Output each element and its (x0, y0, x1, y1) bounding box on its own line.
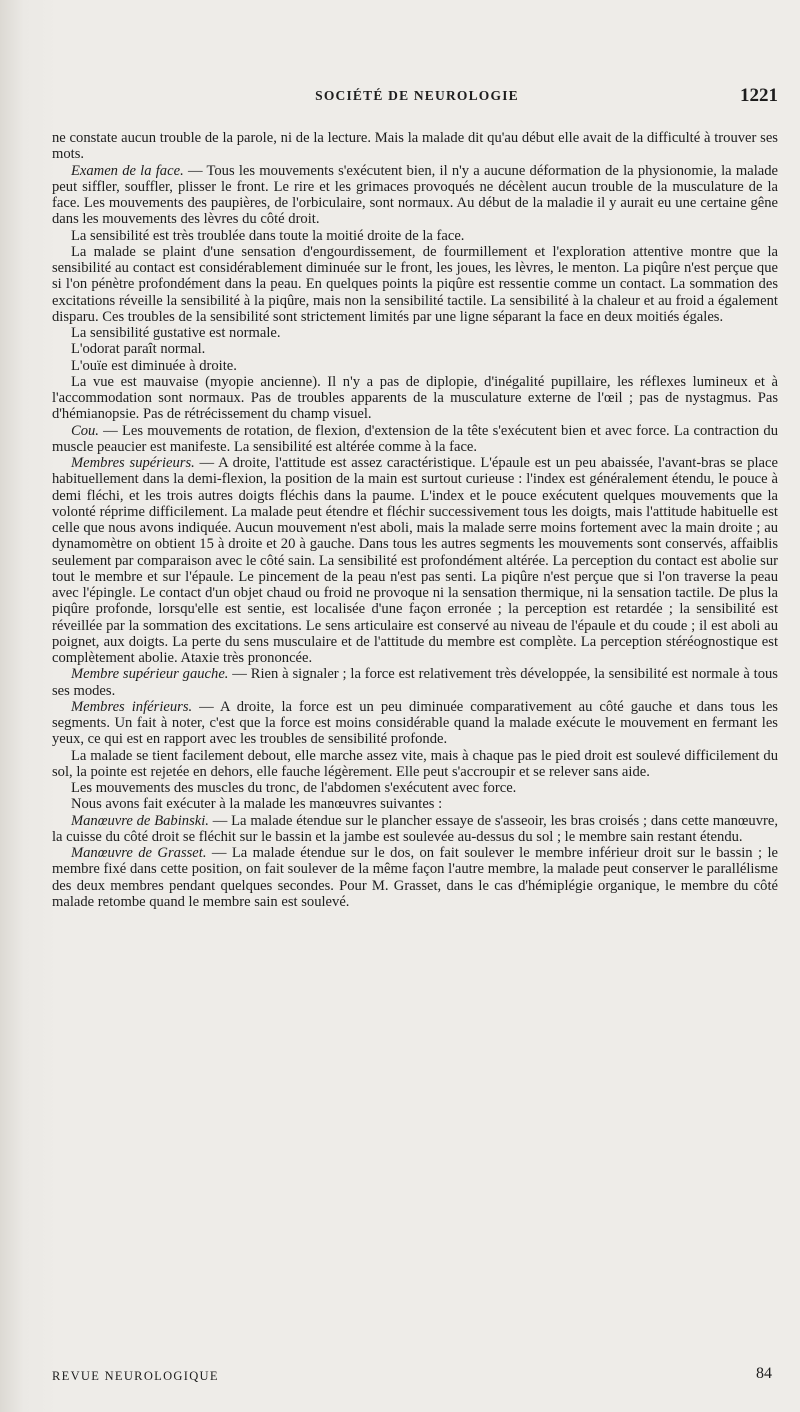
sheet-signature: 84 (756, 1365, 772, 1382)
paragraph-title: Manœuvre de Grasset. (70, 845, 207, 861)
paragraph (52, 325, 778, 341)
paragraph-text: — A droite, la force est un peu diminuée comparativement au côté gauche et dans tous les segments. Un fait à noter, c'est que la force est moins considérable quand la malade exécute le mouvement en fermant les yeux, ce qui est en rapport avec les troubles de sensibilité profonde. (52, 698, 778, 748)
paragraph-text: La sensibilité est très troublée dans toute la moitié droite de la face. (70, 227, 465, 244)
paragraph-text: — Tous les mouvements s'exécutent bien, il n'y a aucune déformation de la physionomie, la malade peut siffler, souffler, plisser le front. Le rire et les grimaces provoqués ne décèlent aucun trouble de la musculature de la face. Les mouvements des paupières, de l'orbiculaire, sont normaux. Au début de la maladie il y aurait eu une certaine gêne dans les mouvements des lèvres du côté droit. (52, 162, 778, 228)
paragraph-text: ne constate aucun trouble de la parole, ni de la lecture. Mais la malade dit qu'au début elle avait de la difficulté à trouver ses mots. (52, 130, 778, 163)
paragraph (52, 341, 778, 357)
paragraph (52, 699, 778, 748)
paragraph-title: Membres supérieurs. (70, 455, 195, 471)
paragraph-title: Manœuvre de Babinski. (70, 812, 209, 829)
page-footer (52, 1365, 772, 1385)
paragraph (52, 423, 778, 456)
paragraph-text: L'ouïe est diminuée à droite. (70, 357, 237, 374)
paragraph (52, 813, 778, 846)
paragraph (52, 130, 778, 163)
paragraph (52, 374, 778, 423)
paragraph-text: La malade se tient facilement debout, elle marche assez vite, mais à chaque pas le pied droit est soulevé difficilement du sol, la pointe est rejetée en dehors, elle fauche légèrement. Elle peut s'accroupir et se relever sans aide. (52, 747, 778, 780)
journal-name: REVUE NEUROLOGIQUE (52, 1369, 219, 1383)
paragraph-title: Examen de la face. (70, 162, 184, 179)
paragraph-text: Nous avons fait exécuter à la malade les manœuvres suivantes : (70, 796, 443, 813)
paragraph-text: — La malade étendue sur le plancher essaye de s'asseoir, les bras croisés ; dans cette manœuvre, la cuisse du côté droit se fléchit sur le bassin et la jambe est soulevée au-dessus du sol ; le membre sain restant étendu. (52, 812, 778, 845)
paragraph (52, 666, 778, 699)
paragraph (52, 455, 778, 666)
paragraph-title: Membre supérieur gauche. (70, 666, 229, 683)
running-head: SOCIÉTÉ DE NEUROLOGIE (315, 88, 519, 103)
paragraph-text: La sensibilité gustative est normale. (70, 325, 281, 341)
body-text (52, 130, 778, 910)
paragraph-title: Membres inférieurs. (70, 698, 193, 715)
page-number: 1221 (740, 85, 778, 106)
paragraph (52, 244, 778, 325)
paragraph (52, 780, 778, 796)
paragraph (52, 796, 778, 812)
paragraph-text: — La malade étendue sur le dos, on fait soulever le membre inférieur droit sur le bassin ; le membre fixé dans cette position, on fait soulever de la même façon l'autre membre, la malade peut conserver le parallélisme des deux membres pendant quelques secondes. Pour M. Grasset, dans le cas d'hémiplégie organique, le membre du côté malade retombe quand le membre sain est soulevé. (52, 845, 778, 910)
paragraph (52, 163, 778, 228)
paragraph-text: Les mouvements des muscles du tronc, de l'abdomen s'exécutent avec force. (70, 780, 517, 796)
paragraph (52, 748, 778, 781)
paragraph-title: Cou. (70, 422, 99, 439)
page-header (52, 85, 782, 110)
paragraph (52, 228, 778, 244)
paragraph-text: — Les mouvements de rotation, de flexion, d'extension de la tête s'exécutent bien et avec force. La contraction du muscle peaucier est manifeste. La sensibilité est altérée comme à la face. (52, 422, 778, 455)
paragraph-text: — A droite, l'attitude est assez caractéristique. L'épaule est un peu abaissée, l'avant-bras se place habituellement dans la demi-flexion, la position de la main est surtout curieuse : l'index est généralement étendu, le pouce à demi fléchi, et les trois autres doigts fléchis dans la paume. L'index et le pouce exécutent quelques mouvements que la volonté réprime difficilement. La malade peut étendre et fléchir successivement tous les doigts, mais l'attitude habituelle est celle que nous avons indiquée. Aucun mouvement n'est aboli, mais la malade serre moins fortement avec la main droite ; au dynamomètre on obtient 15 à droite et 20 à gauche. Dans tous les autres segments les mouvements sont conservés, affaiblis seulement par comparaison avec le côté sain. La sensibilité est profondément altérée. La perception du contact est abolie sur tout le membre et sur l'épaule. Le pincement de la peau n'est pas senti. La piqûre n'est perçue que si l'on traverse la peau avec l'épingle. Le contact d'un objet chaud ou froid ne provoque ni la sensation thermique, ni la sensation tactile. De plus la piqûre profonde, lorsqu'elle est sentie, est localisée d'une façon erronée ; la perception est retardée ; la sensibilité est réveillée par la sommation des excitations. Le sens articulaire est conservé au niveau de l'épaule et du coude ; il est aboli au poignet, aux doigts. La perte du sens musculaire et de l'attitude du membre est complète. La perception stéréognostique est complètement abolie. Ataxie très prononcée. (52, 455, 778, 666)
paragraph-text: — Rien à signaler ; la force est relativement très développée, la sensibilité est normale à tous ses modes. (52, 666, 778, 699)
paragraph (52, 358, 778, 374)
paragraph (52, 845, 778, 910)
paragraph-text: L'odorat paraît normal. (70, 341, 206, 358)
paragraph-text: La malade se plaint d'une sensation d'engourdissement, de fourmillement et l'exploration attentive montre que la sensibilité au contact est considérablement diminuée sur le front, les joues, les lèvres, le menton. La piqûre n'est perçue que si l'on pénètre profondément dans la peau. En quelques points la piqûre est ressentie comme un contact. La sommation des excitations réveille la sensibilité à la piqûre, mais non la sensibilité tactile. La sensibilité à la chaleur et au froid a également disparu. Ces troubles de la sensibilité sont strictement limités par une ligne séparant la face en deux moitiés égales. (52, 243, 778, 325)
paragraph-text: La vue est mauvaise (myopie ancienne). Il n'y a pas de diplopie, d'inégalité pupillaire, les réflexes lumineux et à l'accommodation sont normaux. Pas de troubles apparents de la musculature externe de l'œil ; pas de nystagmus. Pas d'hémianopsie. Pas de rétrécissement du champ visuel. (52, 373, 778, 423)
